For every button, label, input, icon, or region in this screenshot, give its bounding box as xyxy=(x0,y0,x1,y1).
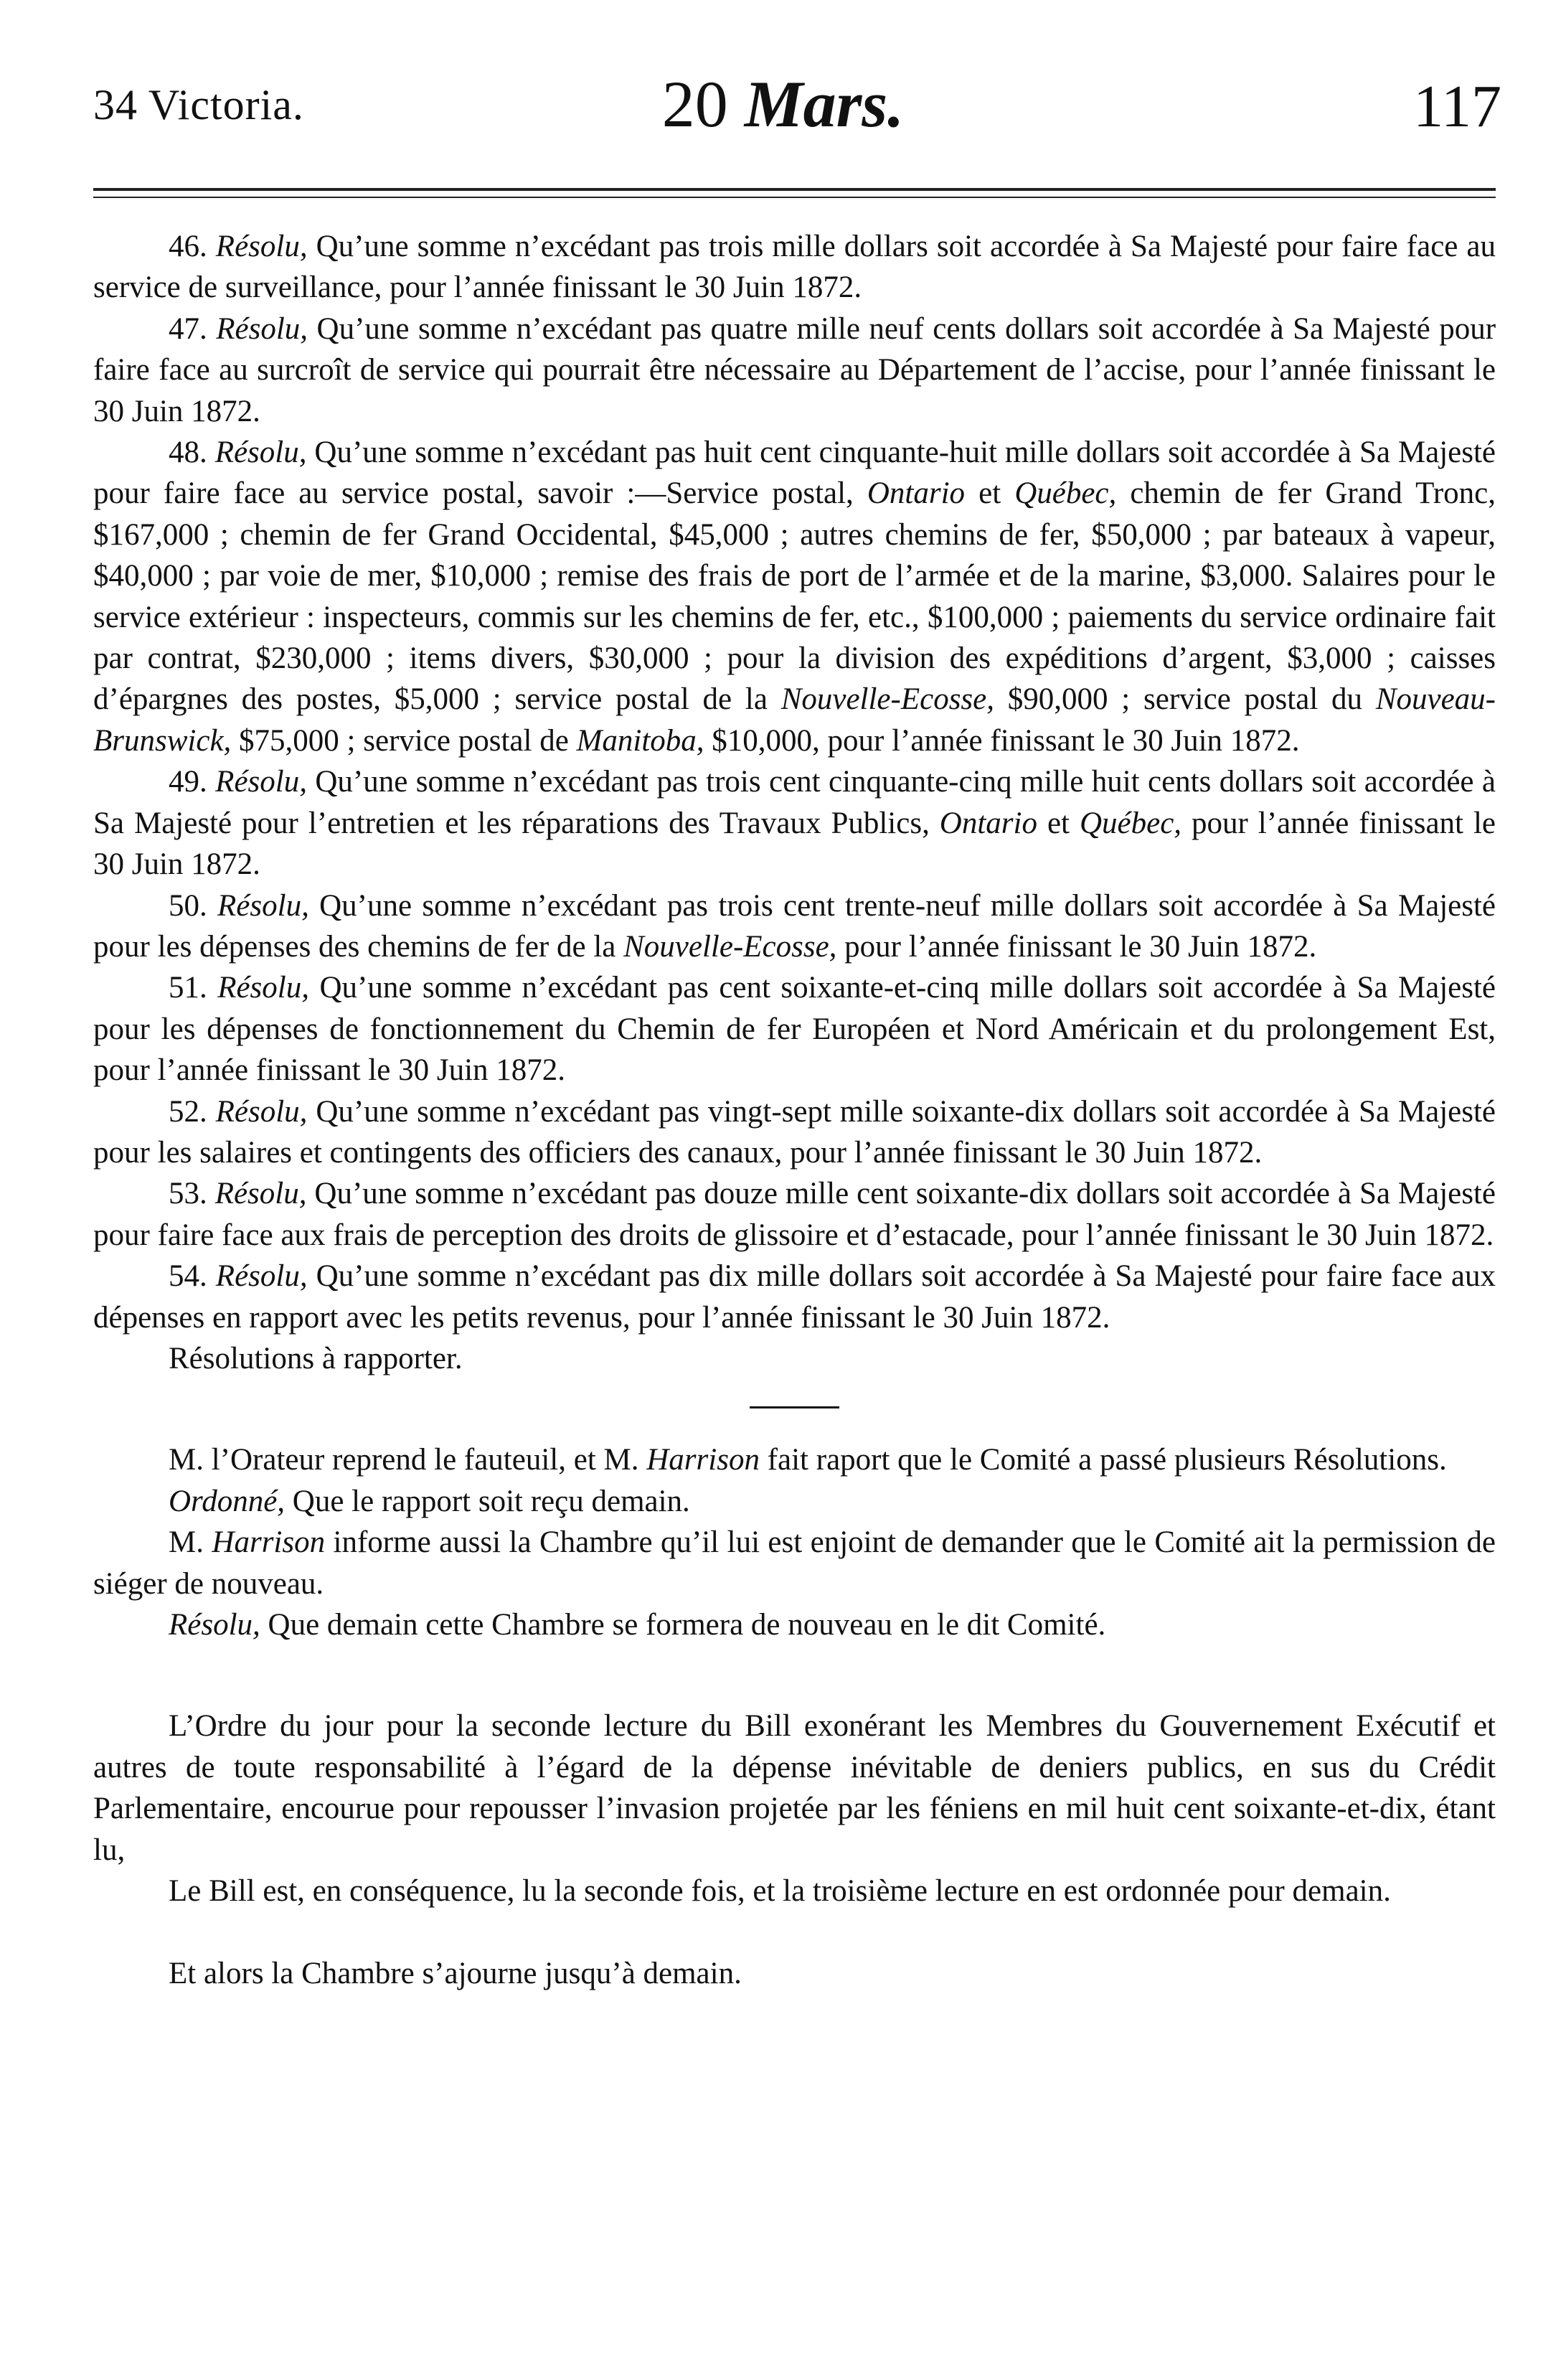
header-rule-thick xyxy=(93,188,1496,191)
resolution-54: 54. Résolu, Qu’une somme n’excédant pas dix mille dollars soit accordée à Sa Majesté pour faire face aux dépenses en rapport avec les petits revenus, pour l’année finissant le 30 Juin 1872. xyxy=(93,1259,1496,1335)
page-number: 117 xyxy=(1413,73,1501,140)
resolution-51: 51. Résolu, Qu’une somme n’excédant pas cent soixante-et-cinq mille dollars soit accordée à Sa Majesté pour les dépenses de fonctionnement du Chemin de fer Européen et Nord Américain et du prolongement Est, pour l’année finissant le 30 Juin 1872. xyxy=(93,971,1496,1088)
resolution-52: 52. Résolu, Qu’une somme n’excédant pas vingt-sept mille soixante-dix dollars soit accordée à Sa Majesté pour les salaires et contingents des officiers des canaux, pour l’année finissant le 30 Juin 1872. xyxy=(93,1094,1496,1170)
spacer xyxy=(93,1911,1496,1953)
ordered-line: Ordonné, Que le rapport soit reçu demain. xyxy=(169,1484,690,1518)
adjournment: Et alors la Chambre s’ajourne jusqu’à demain. xyxy=(169,1957,742,1991)
resolved-final: Résolu, Que demain cette Chambre se formera de nouveau en le dit Comité. xyxy=(169,1608,1106,1642)
spacer xyxy=(93,1645,1496,1706)
resolution-53: 53. Résolu, Qu’une somme n’excédant pas douze mille cent soixante-dix dollars soit accordée à Sa Majesté pour faire face aux frais de perception des droits de glissoire et d’estacade, pour l’année finissant le 30 Juin 1872. xyxy=(93,1177,1496,1252)
chair-report: M. l’Orateur reprend le fauteuil, et M. Harrison fait raport que le Comité a passé plusieurs Résolutions. xyxy=(169,1443,1447,1477)
resolution-48: 48. Résolu, Qu’une somme n’excédant pas huit cent cinquante-huit mille dollars soit accordée à Sa Majesté pour faire face au service postal, savoir :—Service postal, Ontario et Québec, chemin de fer Grand Tronc, $167,000 ; chemin de fer Grand Occidental, $45,000 ; autres chemins de fer, $50,000 ; par bateaux à vapeur, $40,000 ; par voie de mer, $10,000 ; remise des frais de port de l’armée et de la marine, $3,000. Salaires pour le service extérieur : inspecteurs, commis sur les chemins de fer, etc., $100,000 ; paiements du service ordinaire fait par contrat, $230,000 ; items divers, $30,000 ; pour la division des expéditions d’argent, $3,000 ; caisses d’épargnes des postes, $5,000 ; service postal de la Nouvelle-Ecosse, $90,000 ; service postal du Nouveau-Brunswick, $75,000 ; service postal de Manitoba, $10,000, pour l’année finissant le 30 Juin 1872. xyxy=(93,436,1496,758)
body-text xyxy=(93,226,1496,1995)
regnal-year: 34 Victoria. xyxy=(93,81,304,128)
header-rule-thin xyxy=(93,197,1496,198)
divider-rule xyxy=(750,1406,839,1408)
page-date xyxy=(0,66,1566,142)
date-day: 20 xyxy=(661,67,728,141)
harrison-request: M. Harrison informe aussi la Chambre qu’il lui est enjoint de demander que le Comité ait la permission de siéger de nouveau. xyxy=(93,1525,1496,1601)
bill-read: Le Bill est, en conséquence, lu la seconde fois, et la troisième lecture en est ordonnée pour demain. xyxy=(169,1874,1391,1909)
report-line: Résolutions à rapporter. xyxy=(169,1341,463,1375)
resolution-47: 47. Résolu, Qu’une somme n’excédant pas quatre mille neuf cents dollars soit accordée à Sa Majesté pour faire face au surcroît de service qui pourrait être nécessaire au Département de l’accise, pour l’année finissant le 30 Juin 1872. xyxy=(93,311,1496,428)
date-month: Mars. xyxy=(744,67,905,141)
section-divider xyxy=(93,1379,1496,1439)
resolution-49: 49. Résolu, Qu’une somme n’excédant pas trois cent cinquante-cinq mille huit cents dollars soit accordée à Sa Majesté pour l’entretien et les réparations des Travaux Publics, Ontario et Québec, pour l’année finissant le 30 Juin 1872. xyxy=(93,765,1496,882)
page-header xyxy=(0,66,1566,159)
order-of-day: L’Ordre du jour pour la seconde lecture du Bill exonérant les Membres du Gouvernement Exécutif et autres de toute responsabilité à l’égard de la dépense inévitable de deniers publics, en sus du Crédit Parlementaire, encourue pour repousser l’invasion projetée par les féniens en mil huit cent soixante-et-dix, étant lu, xyxy=(93,1709,1496,1867)
resolution-46: 46. Résolu, Qu’une somme n’excédant pas trois mille dollars soit accordée à Sa Majesté pour faire face au service de surveillance, pour l’année finissant le 30 Juin 1872. xyxy=(93,230,1496,305)
resolution-50: 50. Résolu, Qu’une somme n’excédant pas trois cent trente-neuf mille dollars soit accordée à Sa Majesté pour les dépenses des chemins de fer de la Nouvelle-Ecosse, pour l’année finissant le 30 Juin 1872. xyxy=(93,888,1496,964)
